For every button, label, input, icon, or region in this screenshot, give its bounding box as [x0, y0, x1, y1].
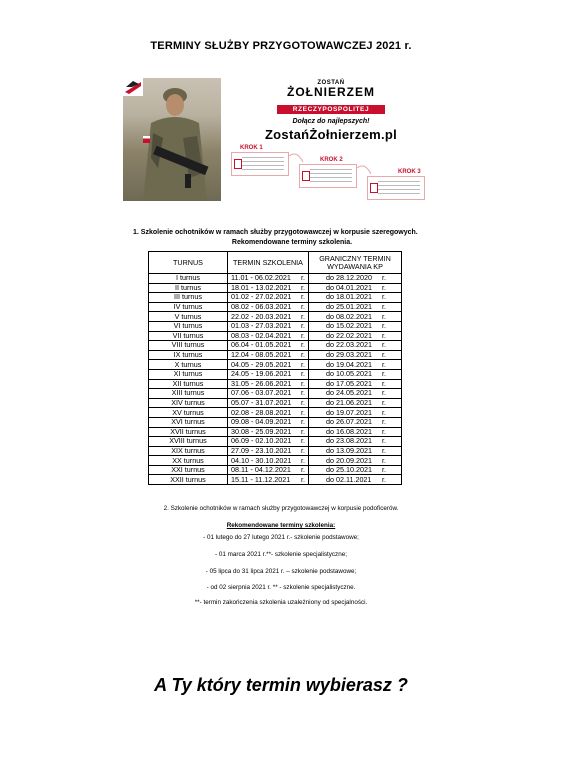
cell-turnus: III turnus [149, 293, 228, 303]
table-row [149, 360, 402, 370]
termin-value: 06.04 - 01.05.2021 [231, 340, 292, 350]
termin-value: 08.11 - 04.12.2021 [231, 465, 291, 475]
termin-value: 18.01 - 13.02.2021 [231, 282, 292, 292]
cell-termin [228, 446, 309, 456]
list-item: - 05 lipca do 31 lipca 2021 r. – szkolenie podstawowe; [205, 568, 357, 575]
cell-termin [228, 312, 309, 322]
cell-turnus: V turnus [149, 312, 228, 322]
eagle-logo-icon [123, 78, 143, 96]
table-row [149, 379, 402, 389]
cell-turnus: XV turnus [149, 408, 228, 418]
graniczny-suffix: r. [382, 330, 386, 340]
section1-subheading: Rekomendowane terminy szkolenia. [231, 239, 353, 246]
cell-graniczny [309, 321, 402, 331]
footnote: **- termin zakończenia szkolenia uzależniony od specjalności. [194, 599, 368, 606]
graniczny-value: do 28.12.2020 [326, 273, 372, 283]
cell-termin [228, 350, 309, 360]
cell-termin [228, 398, 309, 408]
termin-value: 24.05 - 19.06.2021 [231, 369, 292, 379]
step-arrows [227, 142, 431, 200]
table-row [149, 446, 402, 456]
graniczny-suffix: r. [382, 350, 386, 360]
cell-graniczny [309, 312, 402, 322]
table-row [149, 302, 402, 312]
page-title: TERMINY SŁUŻBY PRZYGOTOWAWCZEJ 2021 r. [150, 40, 412, 52]
termin-suffix: r. [301, 282, 305, 292]
table-row [149, 408, 402, 418]
cell-termin [228, 302, 309, 312]
cell-graniczny [309, 360, 402, 370]
step-label: KROK 2 [320, 157, 343, 163]
section2-subheading: Rekomendowane terminy szkolenia: [226, 522, 336, 529]
termin-value: 02.08 - 28.08.2021 [231, 407, 292, 417]
cell-turnus: XXI turnus [149, 465, 228, 475]
cell-graniczny [309, 408, 402, 418]
table-row [149, 274, 402, 284]
graniczny-suffix: r. [382, 398, 386, 408]
step-label: KROK 1 [240, 145, 263, 151]
cell-graniczny [309, 274, 402, 284]
table-row [149, 350, 402, 360]
termin-value: 08.02 - 06.03.2021 [231, 302, 292, 312]
termin-suffix: r. [301, 398, 305, 408]
graniczny-value: do 10.05.2021 [326, 369, 372, 379]
termin-suffix: r. [301, 465, 305, 475]
termin-suffix: r. [301, 350, 305, 360]
step-label: KROK 3 [398, 169, 421, 175]
graniczny-suffix: r. [382, 455, 386, 465]
cell-turnus: XVIII turnus [149, 437, 228, 447]
table-row [149, 389, 402, 399]
termin-suffix: r. [301, 311, 305, 321]
termin-suffix: r. [301, 330, 305, 340]
graniczny-suffix: r. [382, 445, 386, 455]
table-row [149, 456, 402, 466]
turns-table [148, 251, 402, 485]
graniczny-suffix: r. [382, 388, 386, 398]
cell-graniczny [309, 456, 402, 466]
cell-graniczny [309, 379, 402, 389]
cell-termin [228, 456, 309, 466]
termin-value: 12.04 - 08.05.2021 [231, 350, 292, 360]
table-row [149, 341, 402, 351]
graniczny-value: do 17.05.2021 [326, 378, 372, 388]
cell-turnus: XVII turnus [149, 427, 228, 437]
cell-termin [228, 408, 309, 418]
cell-graniczny [309, 302, 402, 312]
termin-value: 27.09 - 23.10.2021 [231, 445, 292, 455]
table-row [149, 321, 402, 331]
table-row [149, 437, 402, 447]
termin-suffix: r. [301, 369, 305, 379]
graniczny-value: do 18.01.2021 [326, 292, 372, 302]
termin-suffix: r. [301, 417, 305, 427]
termin-value: 05.07 - 31.07.2021 [231, 398, 292, 408]
termin-value: 31.05 - 26.06.2021 [231, 378, 292, 388]
table-row [149, 417, 402, 427]
termin-suffix: r. [301, 359, 305, 369]
termin-suffix: r. [301, 292, 305, 302]
cell-termin [228, 427, 309, 437]
cell-turnus: XXII turnus [149, 475, 228, 485]
cell-turnus: XVI turnus [149, 417, 228, 427]
cell-termin [228, 475, 309, 485]
cell-termin [228, 274, 309, 284]
cell-termin [228, 369, 309, 379]
section1-heading: 1. Szkolenie ochotników w ramach służby przygotowawczej w korpusie szeregowych. [133, 229, 418, 236]
cell-graniczny [309, 417, 402, 427]
termin-value: 06.09 - 02.10.2021 [231, 436, 292, 446]
graniczny-suffix: r. [382, 340, 386, 350]
graniczny-suffix: r. [382, 273, 386, 283]
cell-graniczny [309, 389, 402, 399]
graniczny-suffix: r. [382, 321, 386, 331]
table-row [149, 475, 402, 485]
graniczny-value: do 15.02.2021 [326, 321, 372, 331]
col-turnus: TURNUS [149, 252, 228, 274]
termin-value: 01.03 - 27.03.2021 [231, 321, 292, 331]
graniczny-suffix: r. [382, 292, 386, 302]
list-item: - 01 lutego do 27 lutego 2021 r.- szkolenie podstawowe; [203, 534, 359, 541]
cell-turnus: X turnus [149, 360, 228, 370]
graniczny-value: do 19.07.2021 [326, 407, 372, 417]
table-row [149, 427, 402, 437]
cell-turnus: IX turnus [149, 350, 228, 360]
cell-termin [228, 321, 309, 331]
graniczny-suffix: r. [382, 407, 386, 417]
termin-suffix: r. [301, 474, 305, 484]
termin-suffix: r. [301, 426, 305, 436]
graniczny-suffix: r. [382, 359, 386, 369]
col-termin: TERMIN SZKOLENIA [228, 252, 309, 274]
cell-termin [228, 293, 309, 303]
termin-suffix: r. [301, 378, 305, 388]
cell-graniczny [309, 350, 402, 360]
graniczny-suffix: r. [382, 369, 386, 379]
termin-suffix: r. [301, 455, 305, 465]
graniczny-suffix: r. [382, 474, 386, 484]
closing-question: A Ty który termin wybierasz ? [154, 675, 408, 695]
termin-value: 08.03 - 02.04.2021 [231, 330, 292, 340]
graniczny-suffix: r. [382, 426, 386, 436]
brand-bar: RZECZYPOSPOLITEJ [277, 105, 385, 114]
termin-suffix: r. [301, 273, 305, 283]
graniczny-value: do 26.07.2021 [326, 417, 372, 427]
table-row [149, 283, 402, 293]
cell-graniczny [309, 331, 402, 341]
termin-value: 15.11 - 11.12.2021 [231, 474, 291, 484]
recruitment-banner [123, 78, 431, 201]
cell-termin [228, 465, 309, 475]
cell-graniczny [309, 427, 402, 437]
list-item: - 01 marca 2021 r.**- szkolenie specjalistyczne; [215, 551, 347, 558]
graniczny-value: do 19.04.2021 [326, 359, 372, 369]
graniczny-suffix: r. [382, 465, 386, 475]
cell-graniczny [309, 398, 402, 408]
brand-main: ŻOŁNIERZEM [287, 85, 375, 99]
graniczny-value: do 29.03.2021 [326, 350, 372, 360]
graniczny-value: do 16.08.2021 [326, 426, 372, 436]
brand-pre: ZOSTAŃ [317, 80, 345, 86]
termin-suffix: r. [301, 340, 305, 350]
table-row [149, 465, 402, 475]
graniczny-suffix: r. [382, 436, 386, 446]
graniczny-value: do 22.03.2021 [326, 340, 372, 350]
termin-suffix: r. [301, 436, 305, 446]
termin-suffix: r. [301, 407, 305, 417]
graniczny-value: do 22.02.2021 [326, 330, 372, 340]
cell-graniczny [309, 465, 402, 475]
cell-turnus: XII turnus [149, 379, 228, 389]
table-row [149, 331, 402, 341]
steps-diagram [227, 142, 431, 200]
cell-termin [228, 389, 309, 399]
graniczny-value: do 08.02.2021 [326, 311, 372, 321]
cell-graniczny [309, 437, 402, 447]
graniczny-value: do 25.01.2021 [326, 302, 372, 312]
section2-heading: 2. Szkolenie ochotników w ramach służby przygotowawczej w korpusie podoficerów. [163, 505, 399, 512]
table-row [149, 312, 402, 322]
graniczny-value: do 23.08.2021 [326, 436, 372, 446]
cell-graniczny [309, 293, 402, 303]
termin-suffix: r. [301, 388, 305, 398]
cell-termin [228, 379, 309, 389]
graniczny-suffix: r. [382, 302, 386, 312]
cell-termin [228, 331, 309, 341]
graniczny-value: do 04.01.2021 [326, 282, 372, 292]
cell-graniczny [309, 341, 402, 351]
graniczny-value: do 21.06.2021 [326, 398, 372, 408]
soldier-photo [123, 78, 221, 201]
termin-value: 11.01 - 06.02.2021 [231, 273, 291, 283]
termin-suffix: r. [301, 321, 305, 331]
cell-graniczny [309, 369, 402, 379]
cell-turnus: VII turnus [149, 331, 228, 341]
cell-termin [228, 360, 309, 370]
graniczny-suffix: r. [382, 417, 386, 427]
termin-value: 07.06 - 03.07.2021 [231, 388, 292, 398]
cell-turnus: XIX turnus [149, 446, 228, 456]
graniczny-value: do 13.09.2021 [326, 445, 372, 455]
table-row [149, 293, 402, 303]
table-header-row [149, 252, 402, 274]
graniczny-suffix: r. [382, 311, 386, 321]
table-row [149, 369, 402, 379]
termin-value: 01.02 - 27.02.2021 [231, 292, 292, 302]
graniczny-value: do 24.05.2021 [326, 388, 372, 398]
cell-termin [228, 283, 309, 293]
termin-value: 04.05 - 29.05.2021 [231, 359, 292, 369]
graniczny-suffix: r. [382, 282, 386, 292]
brand-join: Dołącz do najlepszych! [292, 118, 370, 125]
graniczny-value: do 25.10.2021 [326, 465, 372, 475]
brand-block [233, 80, 429, 142]
cell-termin [228, 341, 309, 351]
cell-turnus: VIII turnus [149, 341, 228, 351]
termin-value: 30.08 - 25.09.2021 [231, 426, 292, 436]
cell-turnus: VI turnus [149, 321, 228, 331]
graniczny-suffix: r. [382, 378, 386, 388]
cell-turnus: II turnus [149, 283, 228, 293]
col-graniczny: GRANICZNY TERMIN WYDAWANIA KP [309, 252, 402, 274]
cell-graniczny [309, 283, 402, 293]
termin-suffix: r. [301, 445, 305, 455]
graniczny-value: do 02.11.2021 [326, 474, 372, 484]
table-row [149, 398, 402, 408]
cell-turnus: XIV turnus [149, 398, 228, 408]
graniczny-value: do 20.09.2021 [326, 455, 372, 465]
cell-graniczny [309, 446, 402, 456]
cell-termin [228, 437, 309, 447]
termin-value: 09.08 - 04.09.2021 [231, 417, 292, 427]
cell-termin [228, 417, 309, 427]
termin-value: 04.10 - 30.10.2021 [231, 455, 292, 465]
termin-suffix: r. [301, 302, 305, 312]
brand-url: ZostańŻołnierzem.pl [264, 127, 398, 142]
cell-turnus: XI turnus [149, 369, 228, 379]
cell-turnus: XX turnus [149, 456, 228, 466]
cell-turnus: XIII turnus [149, 389, 228, 399]
termin-value: 22.02 - 20.03.2021 [231, 311, 292, 321]
cell-turnus: IV turnus [149, 302, 228, 312]
list-item: - od 02 sierpnia 2021 r. ** - szkolenie specjalistyczne. [206, 584, 356, 591]
cell-graniczny [309, 475, 402, 485]
cell-turnus: I turnus [149, 274, 228, 284]
